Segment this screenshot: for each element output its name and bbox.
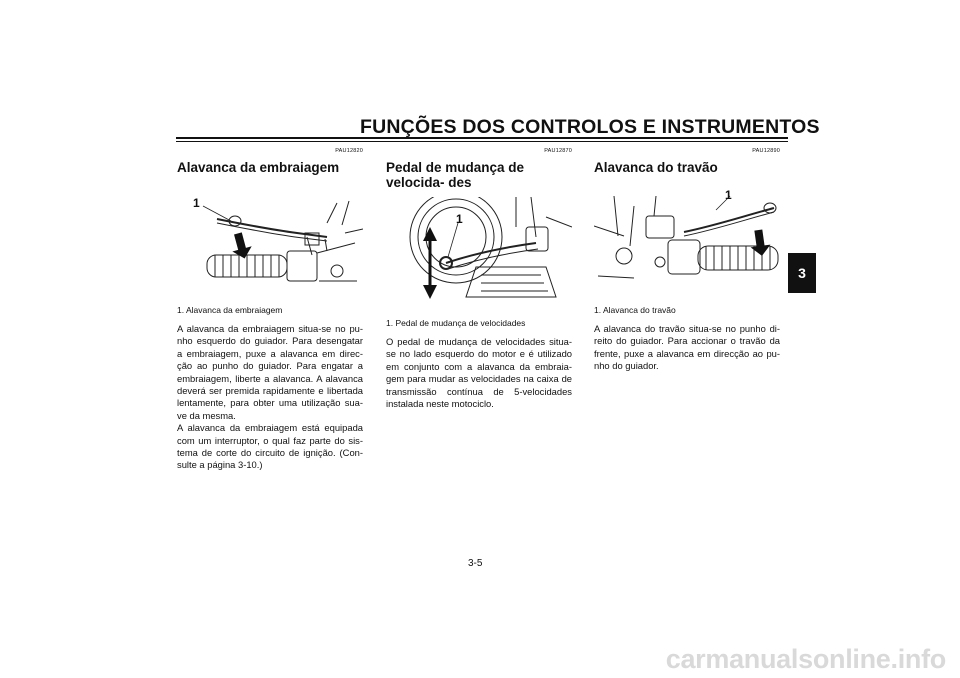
section-title: Alavanca da embraiagem [177,160,340,175]
section-title: Pedal de mudança de velocida- des [386,160,525,190]
page-number: 3-5 [468,558,483,569]
section-body [177,323,363,472]
body-paragraph: O pedal de mudança de velocidades situa- se no lado esquerdo do motor e é utilizado em conjunto com a alavanca da embraia- gem para mudar as velocidades na caixa de transmissão contínua de 5-velocidades instalada neste motociclo. [386,336,572,410]
figure-callout-number: 1 [456,212,463,226]
figure-callout-number: 1 [725,188,732,202]
section-shift-pedal [386,148,572,190]
brake-lever-illustration [594,186,780,296]
section-body [386,336,572,410]
body-paragraph: A alavanca da embraiagem está equipada com um interruptor, o qual faz parte do sis- tema de corte do circuito de ignição. (Con- sulte a página 3-10.) [177,422,363,471]
watermark: carmanualsonline.info [665,644,946,674]
chapter-tab: 3 [788,253,816,293]
section-code: PAU12890 [752,148,780,154]
header-rule [176,137,788,139]
figure-caption: 1. Alavanca da embraiagem [177,305,283,315]
body-paragraph: A alavanca da embraiagem situa-se no pu- nho esquerdo do guiador. Para desengatar a embraiagem, puxe a alavanca em direc- ção ao punho do guiador. Para engatar a embraiagem, liberte a alavanca. A alavanca deverá ser premida rapidamente e libertada lentamente, para obter uma utilização sua- ve da mesma. [177,323,363,421]
figure-caption: 1. Pedal de mudança de velocidades [386,318,526,328]
section-body [594,323,780,373]
figure-caption: 1. Alavanca do travão [594,305,676,315]
section-title: Alavanca do travão [594,160,718,175]
body-paragraph: A alavanca do travão situa-se no punho di- reito do guiador. Para accionar o travão da frente, puxe a alavanca em direcção ao pu- nho do guiador. [594,323,780,372]
page-header-title: FUNÇÕES DOS CONTROLOS E INSTRUMENTOS [360,116,820,138]
clutch-lever-illustration [177,193,363,297]
section-brake-lever [594,148,780,175]
shift-pedal-illustration [386,197,572,309]
section-code: PAU12820 [335,148,363,154]
figure-callout-number: 1 [193,196,200,210]
section-clutch-lever [177,148,363,175]
section-code: PAU12870 [544,148,572,154]
header-rule-thin [176,141,788,142]
